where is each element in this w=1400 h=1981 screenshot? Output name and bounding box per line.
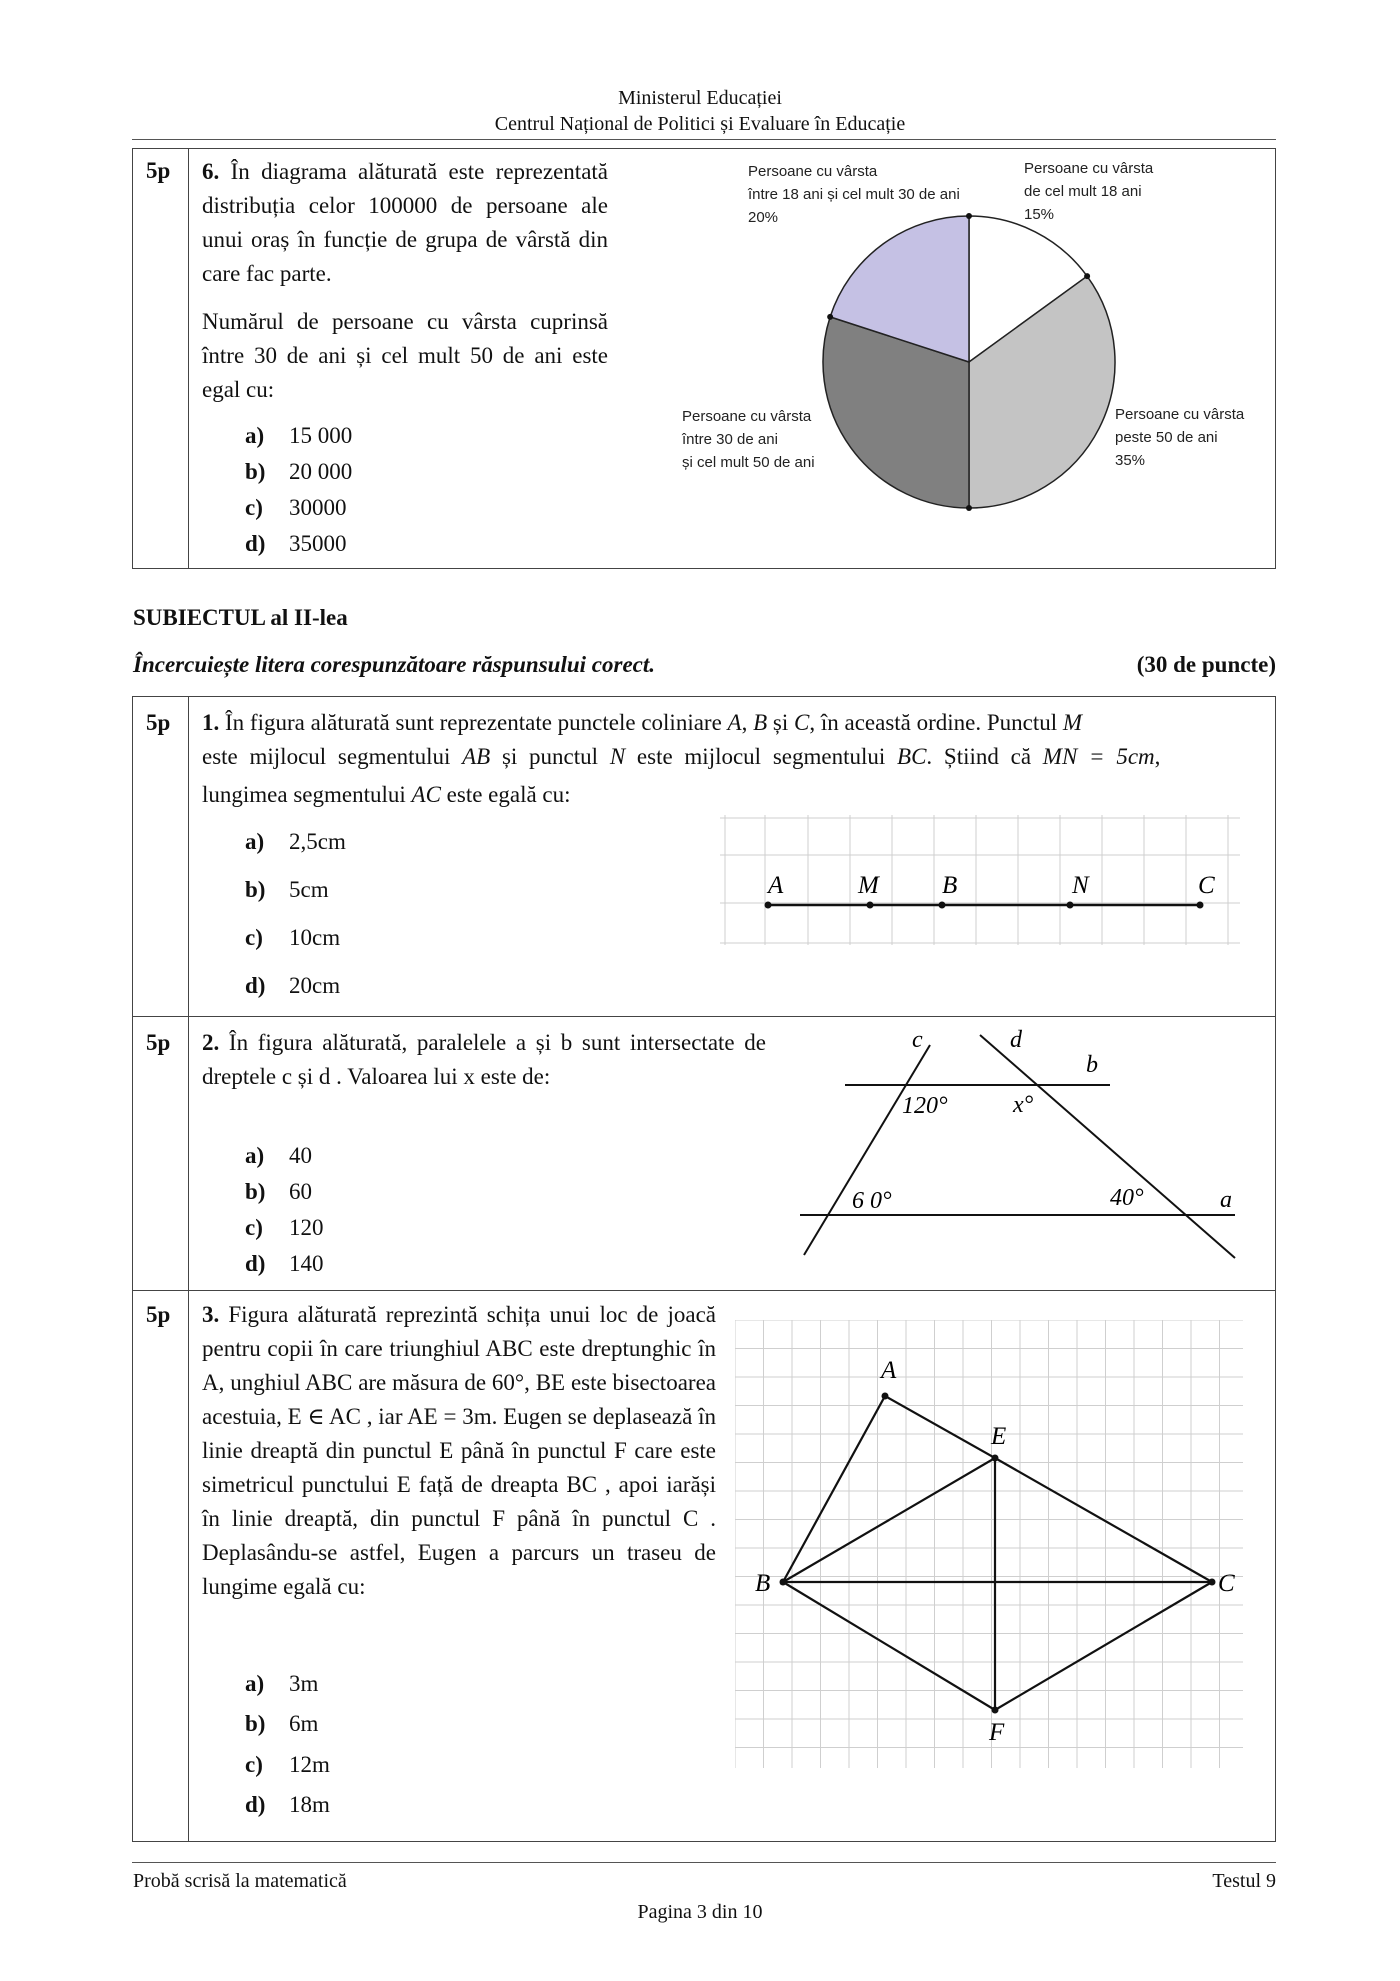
- question-3-text: 3. Figura alăturată reprezintă schița unui loc de joacă pentru copii în care triunghiul ABC este dreptunghic în A, unghiul ABC are măsura de 60°, BE este bisectoarea acestuia, E ∈ AC , iar AE = 3m. Eugen se deplasează în linie dreaptă din punctul E până în punctul F care este simetricul punctului E față de dreapta BC , apoi iarăși în linie dreaptă, din punctul F până în punctul C . Deplasându-se astfel, Eugen a parcurs un traseu de lungime egală cu:: [202, 1302, 716, 1599]
- option-a[interactable]: a) 40: [245, 1143, 312, 1168]
- question-6-points: 5p: [146, 158, 171, 183]
- section-instruction: Încercuiește litera corespunzătoare răspunsului corect.: [133, 652, 656, 677]
- angle-40: 40°: [1110, 1185, 1144, 1211]
- label-B: B: [942, 872, 958, 899]
- question-6-text: [202, 155, 608, 291]
- label-F: F: [989, 1719, 1005, 1746]
- section-points: (30 de puncte): [1136, 652, 1276, 677]
- option-c[interactable]: c) 120: [245, 1215, 324, 1240]
- option-a[interactable]: a) 2,5cm: [245, 829, 346, 854]
- option-d[interactable]: d) 140: [245, 1251, 324, 1276]
- label-N: N: [1072, 872, 1089, 899]
- pie-label-30-50: Persoane cu vârsta între 30 de ani și cel mult 50 de ani: [682, 408, 815, 471]
- question-1-text: 1. În figura alăturată sunt reprezentate punctele coliniare A, B și C, în această ordine. Punctul M este mijlocul segmentului AB și punctul N este mijlocul segmentului BC. Știind că MN = 5cm, lungimea segmentului AC este egală cu:: [202, 710, 1161, 807]
- row-divider-1: [132, 1016, 1276, 1017]
- section-title: SUBIECTUL al II-lea: [133, 605, 348, 630]
- label-B: B: [755, 1570, 771, 1597]
- option-a[interactable]: a) 3m: [245, 1671, 319, 1696]
- pie-boundary-dot-1: [1084, 273, 1090, 279]
- points-column-divider: [188, 148, 189, 569]
- option-b[interactable]: b) 5cm: [245, 877, 329, 902]
- question-2-text: 2. În figura alăturată, paralelele a și b sunt intersectate de dreptele c și d . Valoarea lui x este de:: [202, 1030, 766, 1089]
- pie-boundary-dot-3: [827, 314, 833, 320]
- option-d[interactable]: d) 20cm: [245, 973, 341, 998]
- label-a: a: [1220, 1187, 1232, 1213]
- question-6-number: 6.: [202, 159, 220, 184]
- question-6-para1: În diagrama alăturată este reprezentată distribuția celor 100000 de persoane ale unui oraș în funcție de grupa de vârstă din care fac parte.: [202, 159, 609, 286]
- option-a[interactable]: a) 15 000: [245, 423, 353, 448]
- label-d: d: [1010, 1027, 1022, 1053]
- option-c[interactable]: c) 10cm: [245, 925, 341, 950]
- header-ministry: Ministerul Educației: [618, 87, 782, 109]
- pie-label-under-18: Persoane cu vârsta de cel mult 18 ani 15%: [1024, 160, 1154, 223]
- triangle-figure: [735, 1320, 1243, 1768]
- option-b[interactable]: b) 6m: [245, 1711, 319, 1736]
- label-A: A: [768, 872, 784, 899]
- label-b: b: [1086, 1052, 1098, 1078]
- collinear-points-figure: [720, 815, 1240, 950]
- label-C: C: [1218, 1570, 1235, 1597]
- points-column-divider-2: [188, 696, 189, 1842]
- label-C: C: [1198, 872, 1215, 899]
- option-c[interactable]: c) 30000: [245, 495, 347, 520]
- option-b[interactable]: b) 60: [245, 1179, 312, 1204]
- parallel-lines-figure: [790, 1025, 1240, 1290]
- option-d[interactable]: d) 18m: [245, 1792, 330, 1817]
- option-b[interactable]: b) 20 000: [245, 459, 353, 484]
- pie-boundary-dot-0: [966, 213, 972, 219]
- question-6-para2: Numărul de persoane cu vârsta cuprinsă între 30 de ani și cel mult 50 de ani este egal cu:: [202, 309, 608, 402]
- question-3-points: 5p: [146, 1302, 171, 1327]
- option-d[interactable]: d) 35000: [245, 531, 347, 556]
- label-c: c: [912, 1027, 923, 1053]
- footer-rule: [132, 1862, 1276, 1863]
- pie-boundary-dot-2: [966, 505, 972, 511]
- option-c[interactable]: c) 12m: [245, 1752, 330, 1777]
- footer-left: Probă scrisă la matematică: [133, 1870, 347, 1892]
- label-E: E: [991, 1423, 1007, 1450]
- label-A: A: [881, 1357, 897, 1384]
- page-number: Pagina 3 din 10: [637, 1901, 763, 1923]
- footer-right: Testul 9: [1212, 1870, 1276, 1892]
- angle-120: 120°: [902, 1093, 948, 1119]
- angle-60: 6 0°: [852, 1188, 892, 1214]
- header-rule: [132, 139, 1276, 140]
- header-center: Centrul Național de Politici și Evaluare în Educație: [494, 113, 906, 135]
- question-2-points: 5p: [146, 1030, 171, 1055]
- pie-label-18-30: Persoane cu vârsta între 18 ani și cel mult 30 de ani 20%: [748, 163, 960, 226]
- question-1-points: 5p: [146, 710, 171, 735]
- row-divider-2: [132, 1290, 1276, 1291]
- pie-label-over-50: Persoane cu vârsta peste 50 de ani 35%: [1115, 406, 1245, 469]
- angle-x: x°: [1013, 1092, 1034, 1118]
- label-M: M: [858, 872, 879, 899]
